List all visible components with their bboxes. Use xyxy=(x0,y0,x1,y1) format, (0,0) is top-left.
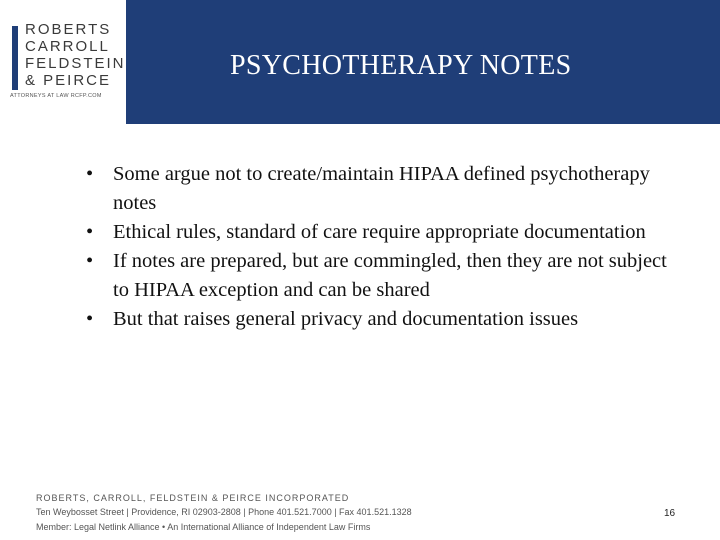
logo-line-feldstein: FELDSTEIN xyxy=(25,55,126,72)
header-band xyxy=(0,0,720,124)
footer-membership: Member: Legal Netlink Alliance • An International Alliance of Independent Law Firms xyxy=(36,522,371,532)
footer-firm-name: ROBERTS, CARROLL, FELDSTEIN & PEIRCE INCORPORATED xyxy=(36,493,350,503)
bullet-icon: • xyxy=(86,221,94,243)
bullet-item xyxy=(86,160,686,218)
slide-title: PSYCHOTHERAPY NOTES xyxy=(230,50,572,81)
firm-logo xyxy=(0,0,126,124)
logo-line-peirce: & PEIRCE xyxy=(25,72,112,89)
page-number: 16 xyxy=(664,508,676,519)
bullet-icon: • xyxy=(86,163,94,185)
logo-tagline: ATTORNEYS AT LAW RCFP.COM xyxy=(10,93,102,99)
bullet-list xyxy=(86,160,686,334)
bullet-icon: • xyxy=(86,250,94,272)
bullet-text: Ethical rules, standard of care require appropriate documentation xyxy=(113,221,646,243)
bullet-icon: • xyxy=(86,308,94,330)
bullet-text: Some argue not to create/maintain HIPAA defined psychotherapy notes xyxy=(113,163,650,214)
footer-contact: Ten Weybosset Street | Providence, RI 02903-2808 | Phone 401.521.7000 | Fax 401.521.1328 xyxy=(36,507,412,517)
logo-line-roberts: ROBERTS xyxy=(25,21,112,38)
logo-accent-bar xyxy=(12,26,18,90)
bullet-item xyxy=(86,218,686,247)
logo-line-carroll: CARROLL xyxy=(25,38,110,55)
bullet-text: If notes are prepared, but are commingled, then they are not subject to HIPAA exception and can be shared xyxy=(113,250,667,301)
bullet-text: But that raises general privacy and documentation issues xyxy=(113,308,579,330)
bullet-item xyxy=(86,247,686,305)
bullet-item xyxy=(86,305,686,334)
slide-footer xyxy=(36,491,506,535)
